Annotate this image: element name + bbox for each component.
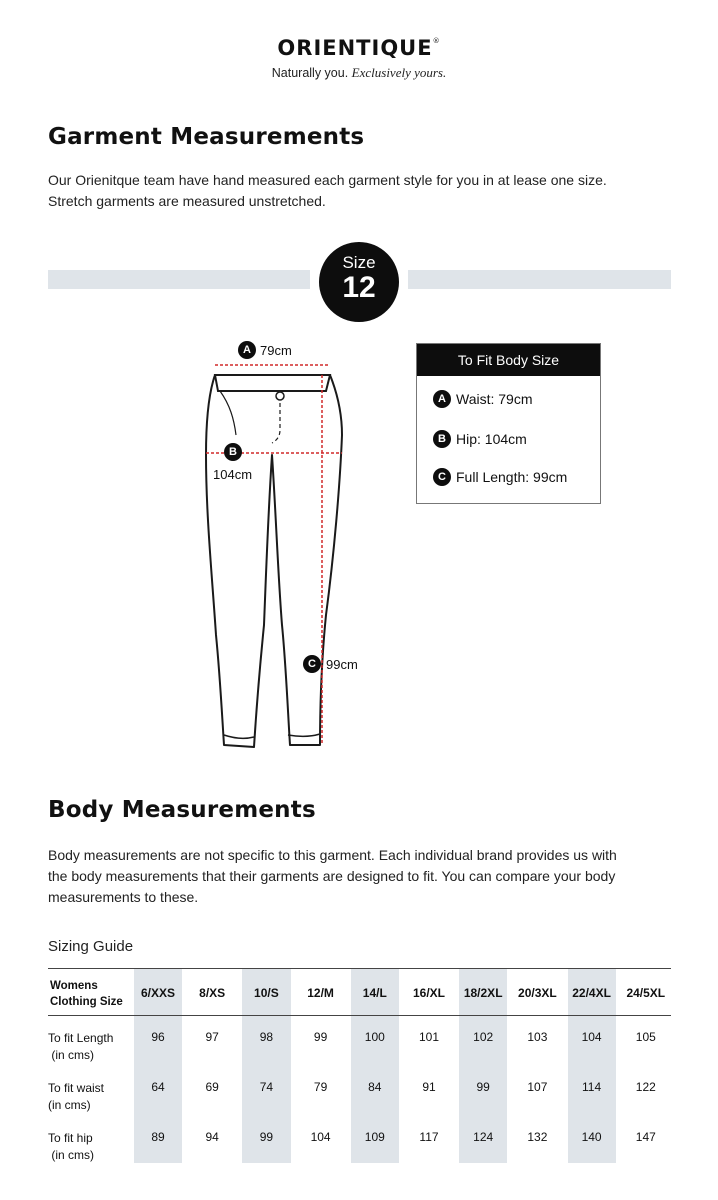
- row-label-line1: To fit hip: [48, 1131, 93, 1145]
- size-value: 12: [342, 271, 376, 304]
- row-label-line2: (in cms): [48, 1148, 94, 1162]
- table-row-label: [48, 1080, 104, 1114]
- table-cell: 99: [476, 1080, 490, 1094]
- table-cell: 114: [582, 1080, 602, 1094]
- size-column-header: 10/S: [254, 986, 279, 1000]
- divider-right: [408, 270, 671, 289]
- table-cell: 147: [635, 1130, 656, 1144]
- table-cell: 94: [205, 1130, 219, 1144]
- fit-marker-a: A: [433, 390, 451, 408]
- fit-row-waist: [433, 390, 533, 408]
- row-label-line2: (in cms): [48, 1098, 91, 1112]
- brand-logo: [0, 36, 718, 60]
- fit-row-length: [433, 468, 567, 486]
- header-label-line1: Womens: [50, 980, 98, 992]
- table-header-label: [50, 978, 123, 1010]
- size-column-header: 14/L: [362, 986, 387, 1000]
- length-measurement: 99cm: [326, 657, 358, 672]
- table-cell: 96: [151, 1030, 165, 1044]
- table-cell: 140: [581, 1130, 602, 1144]
- table-cell: 122: [635, 1080, 656, 1094]
- table-cell: 107: [527, 1080, 548, 1094]
- garment-description: [48, 170, 678, 212]
- marker-a: A: [238, 341, 256, 359]
- garment-description-line2: Stretch garments are measured unstretched.: [48, 193, 326, 209]
- table-cell: 100: [364, 1030, 385, 1044]
- row-label-line1: To fit waist: [48, 1081, 105, 1095]
- header-label-line2: Clothing Size: [50, 996, 123, 1008]
- table-cell: 117: [419, 1130, 439, 1144]
- pants-outline-illustration: [160, 335, 380, 765]
- fit-length-text: Full Length: 99cm: [456, 469, 568, 485]
- tagline-plain: Naturally you.: [271, 66, 349, 80]
- table-cell: 103: [527, 1030, 548, 1044]
- fit-waist-text: Waist: 79cm: [456, 391, 533, 407]
- table-cell: 101: [418, 1030, 440, 1044]
- body-description-line2: the body measurements that their garments are designed to fit. You can compare your body: [48, 868, 616, 884]
- size-badge: [319, 242, 399, 322]
- body-measurements-title: Body Measurements: [48, 797, 316, 823]
- size-label: Size: [342, 253, 376, 272]
- table-cell: 91: [422, 1080, 436, 1094]
- table-cell: 74: [259, 1080, 274, 1094]
- hip-measurement: 104cm: [213, 467, 253, 482]
- fit-marker-c: C: [433, 468, 451, 486]
- table-cell: 97: [205, 1030, 219, 1044]
- size-column-header: 24/5XL: [626, 986, 666, 1000]
- size-column-header: 22/4XL: [572, 986, 611, 1000]
- row-label-line2: (in cms): [48, 1048, 94, 1062]
- brand-tagline: [0, 65, 718, 81]
- table-row-label: [48, 1130, 94, 1164]
- fit-body-size-box: [416, 343, 601, 504]
- table-cell: 102: [473, 1030, 494, 1044]
- table-cell: 98: [259, 1030, 274, 1044]
- divider-left: [48, 270, 310, 289]
- marker-b: B: [224, 443, 242, 461]
- table-header-border: [48, 1015, 671, 1016]
- table-cell: 124: [473, 1130, 494, 1144]
- size-column-header: 6/XXS: [140, 986, 176, 1000]
- size-column-header: 12/M: [307, 986, 334, 1000]
- table-cell: 132: [527, 1130, 548, 1144]
- fit-marker-b: B: [433, 430, 451, 448]
- table-cell: 64: [151, 1080, 165, 1094]
- size-column-header: 20/3XL: [518, 986, 557, 1000]
- table-cell: 79: [313, 1080, 328, 1094]
- fit-body-size-title: To Fit Body Size: [417, 344, 600, 376]
- brand-name: ORIENTIQUE: [277, 36, 433, 60]
- table-top-border: [48, 968, 671, 969]
- waist-measurement: 79cm: [260, 343, 292, 358]
- table-cell: 104: [310, 1130, 331, 1144]
- size-column-header: 8/XS: [199, 986, 226, 1000]
- table-cell: 89: [151, 1130, 165, 1144]
- table-cell: 105: [635, 1030, 656, 1044]
- fit-row-hip: [433, 430, 527, 448]
- table-cell: 84: [368, 1080, 382, 1094]
- size-column-header: 16/XL: [412, 986, 445, 1000]
- pants-diagram: [160, 335, 380, 765]
- fit-hip-text: Hip: 104cm: [456, 431, 527, 447]
- tagline-italic: Exclusively yours.: [351, 65, 447, 80]
- table-cell: 104: [581, 1030, 602, 1044]
- sizing-guide-table: [48, 968, 671, 1163]
- garment-description-line1: Our Orienitque team have hand measured each garment style for you in at lease one size.: [48, 172, 607, 188]
- table-row-label: [48, 1030, 113, 1064]
- body-description-line3: measurements to these.: [48, 889, 199, 905]
- registered-mark: ®: [432, 37, 441, 45]
- body-description: [48, 845, 678, 908]
- body-description-line1: Body measurements are not specific to this garment. Each individual brand provides us with: [48, 847, 617, 863]
- marker-c: C: [303, 655, 321, 673]
- table-cell: 109: [364, 1130, 385, 1144]
- garment-measurements-title: Garment Measurements: [48, 124, 365, 150]
- sizing-guide-title: Sizing Guide: [48, 938, 134, 955]
- table-cell: 99: [259, 1130, 274, 1144]
- table-cell: 69: [205, 1080, 219, 1094]
- table-cell: 99: [313, 1030, 328, 1044]
- brand-header: [0, 36, 718, 81]
- size-column-header: 18/2XL: [463, 986, 503, 1000]
- row-label-line1: To fit Length: [48, 1031, 114, 1045]
